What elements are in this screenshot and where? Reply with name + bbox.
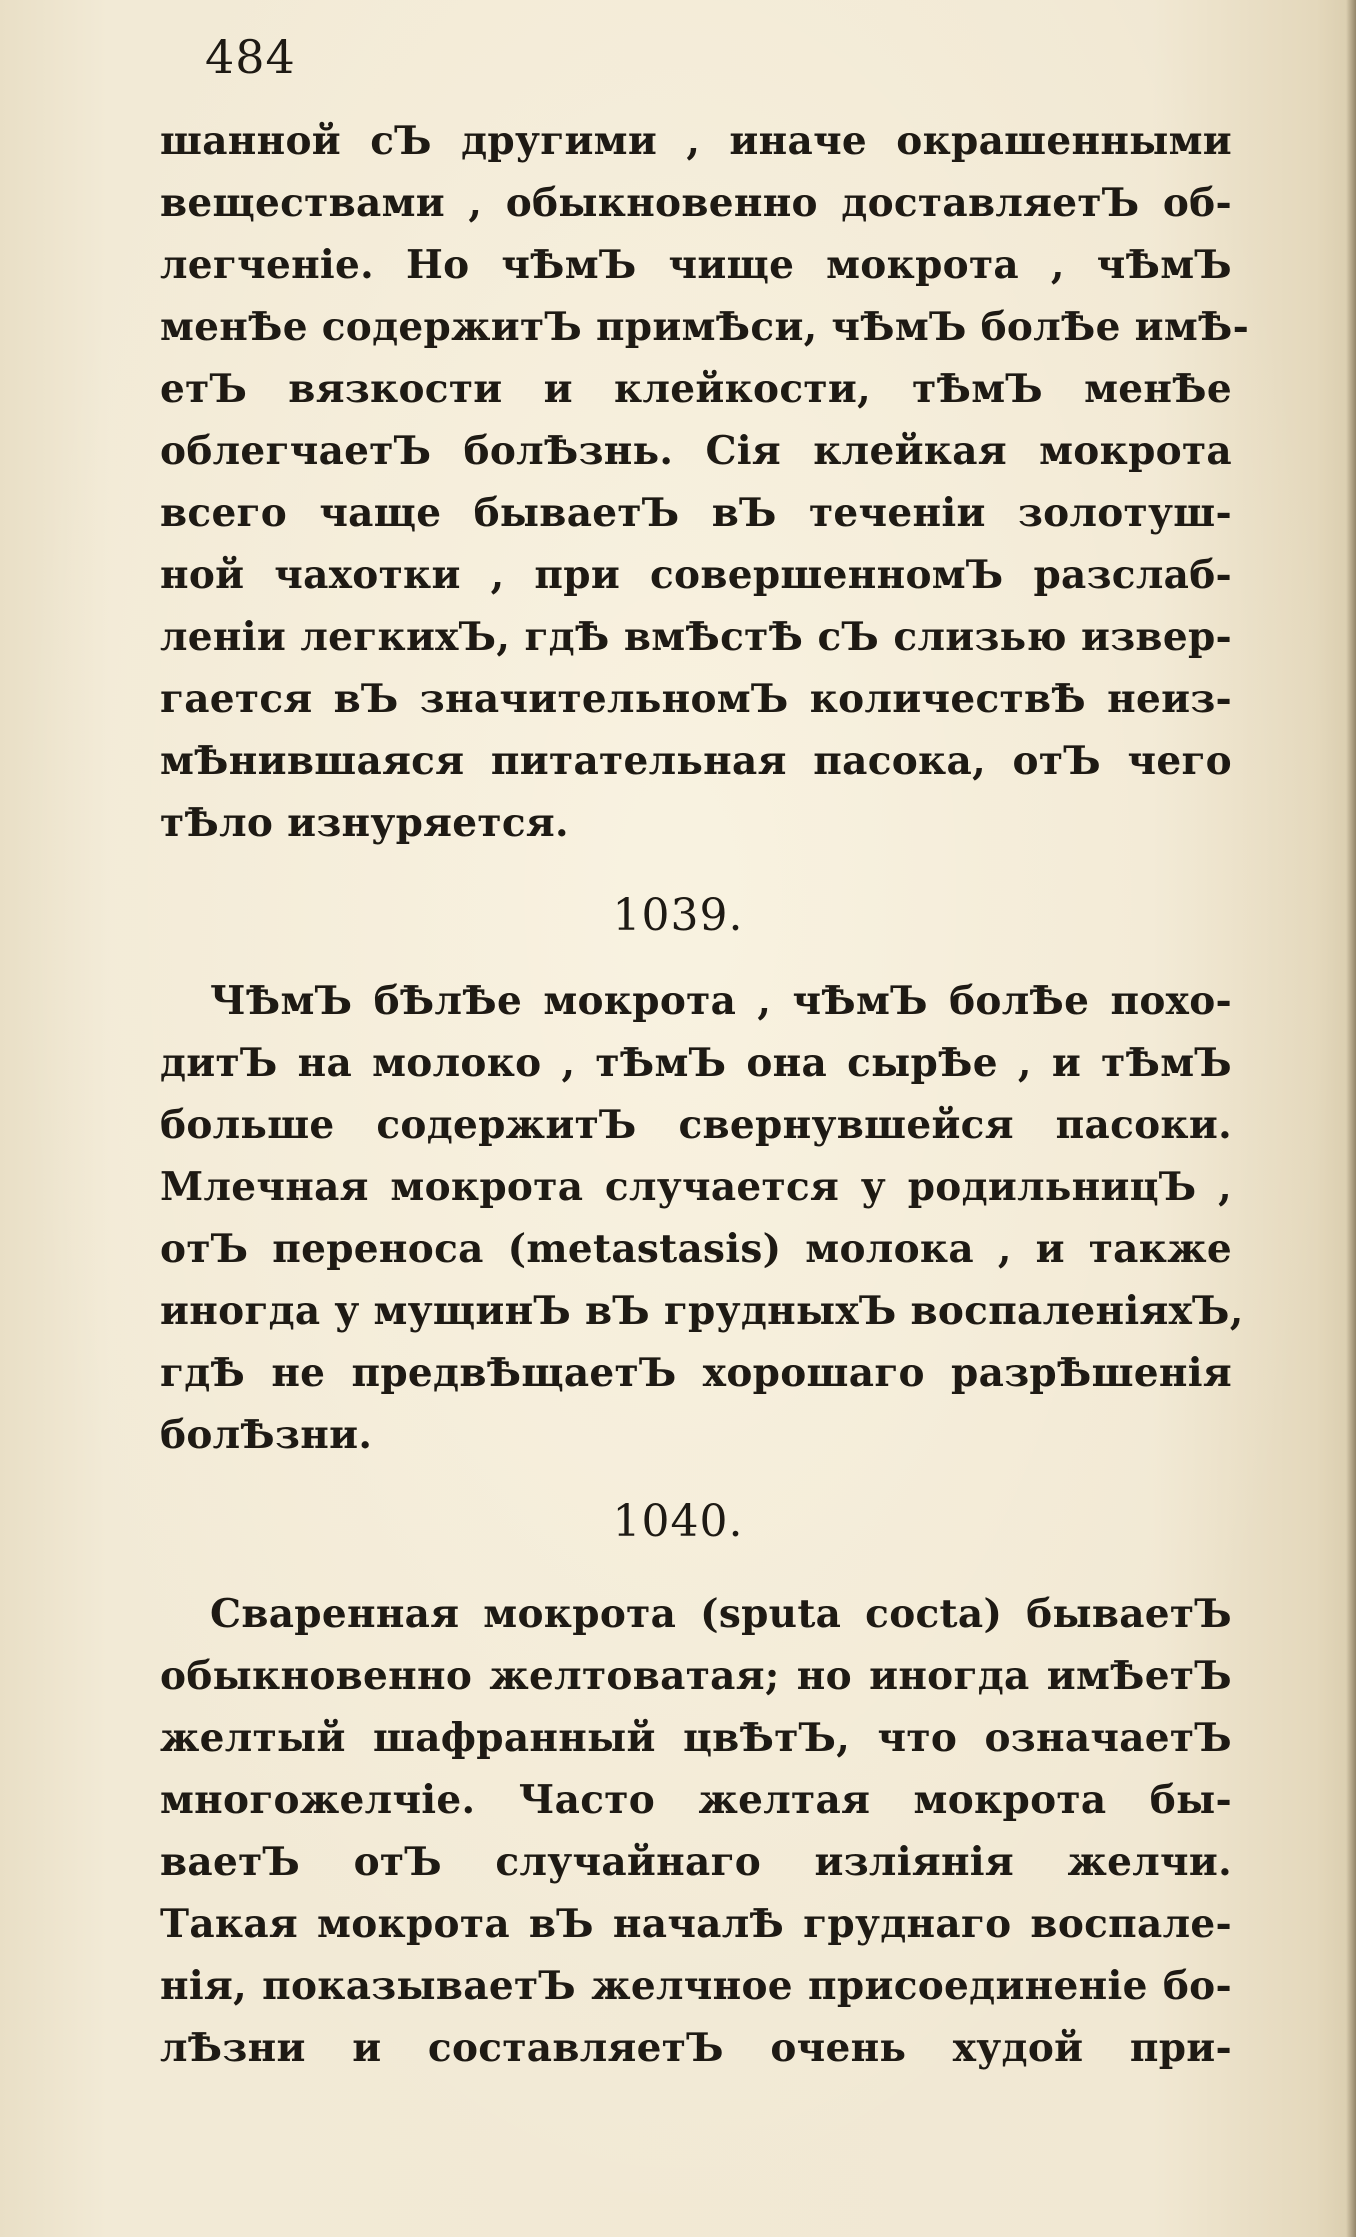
text-line: обыкновенно желтоватая; но иногда имѢетЪ [160, 1653, 1232, 1699]
text-line: всего чаще бываетЪ вЪ теченіи золотуш- [160, 490, 1232, 536]
text-line: облегчаетЪ болѢзнь. Сія клейкая мокрота [160, 428, 1232, 474]
text-line: менѢе содержитЪ примѢси, чѢмЪ болѢе имѢ- [160, 304, 1250, 350]
text-line: Сваренная мокрота (sputa cocta) бываетЪ [210, 1591, 1232, 1637]
text-line: ной чахотки , при совершенномЪ разслаб- [160, 552, 1232, 598]
text-line: гается вЪ значительномЪ количествѢ неиз- [160, 676, 1232, 722]
text-line: Млечная мокрота случается у родильницЪ , [160, 1164, 1232, 1210]
text-line: леніи легкихЪ, гдѢ вмѢстѢ сЪ слизью извер- [160, 614, 1232, 660]
text-line: отЪ переноса (metastasis) молока , и также [160, 1226, 1232, 1272]
text-line: мѢнившаяся питательная пасока, отЪ чего [160, 738, 1232, 784]
text-line: желтый шафранный цвѢтЪ, что означаетЪ [160, 1715, 1232, 1761]
text-line: Такая мокрота вЪ началѢ груднаго воспале- [160, 1901, 1232, 1947]
text-line: иногда у мущинЪ вЪ грудныхЪ воспаленіяхЪ, [160, 1288, 1244, 1334]
text-line: шанной сЪ другими , иначе окрашенными [160, 118, 1232, 164]
paragraph-1039 [160, 970, 1244, 1466]
text-line: ЧѢмЪ бѢлѢе мокрота , чѢмЪ болѢе похо- [210, 978, 1232, 1024]
text-line: дитЪ на молоко , тѢмЪ она сырѢе , и тѢмЪ [160, 1040, 1232, 1086]
text-line: лѢзни и составляетЪ очень худой при- [160, 2025, 1232, 2071]
text-line: ваетЪ отЪ случайнаго изліянія желчи. [160, 1839, 1232, 1885]
section-number-1039: 1039. [612, 890, 744, 941]
paragraph-continued [160, 110, 1250, 854]
text-line: гдѢ не предвѢщаетЪ хорошаго разрѢшенія [160, 1350, 1232, 1396]
paragraph-1040 [160, 1583, 1232, 2079]
page-spine-shadow [1346, 0, 1356, 2237]
text-line: больше содержитЪ свернувшейся пасоки. [160, 1102, 1232, 1148]
text-line: нія, показываетЪ желчное присоединеніе бо- [160, 1963, 1232, 2009]
section-number-1040: 1040. [612, 1496, 744, 1547]
text-line: многожелчіе. Часто желтая мокрота бы- [160, 1777, 1232, 1823]
text-line: легченіе. Но чѢмЪ чище мокрота , чѢмЪ [160, 242, 1232, 288]
text-line: тѢло изнуряется. [160, 800, 569, 846]
text-line: болѢзни. [160, 1412, 373, 1458]
text-line: веществами , обыкновенно доставляетЪ об- [160, 180, 1232, 226]
page-number: 484 [205, 30, 296, 84]
text-line: етЪ вязкости и клейкости, тѢмЪ менѢе [160, 366, 1232, 412]
